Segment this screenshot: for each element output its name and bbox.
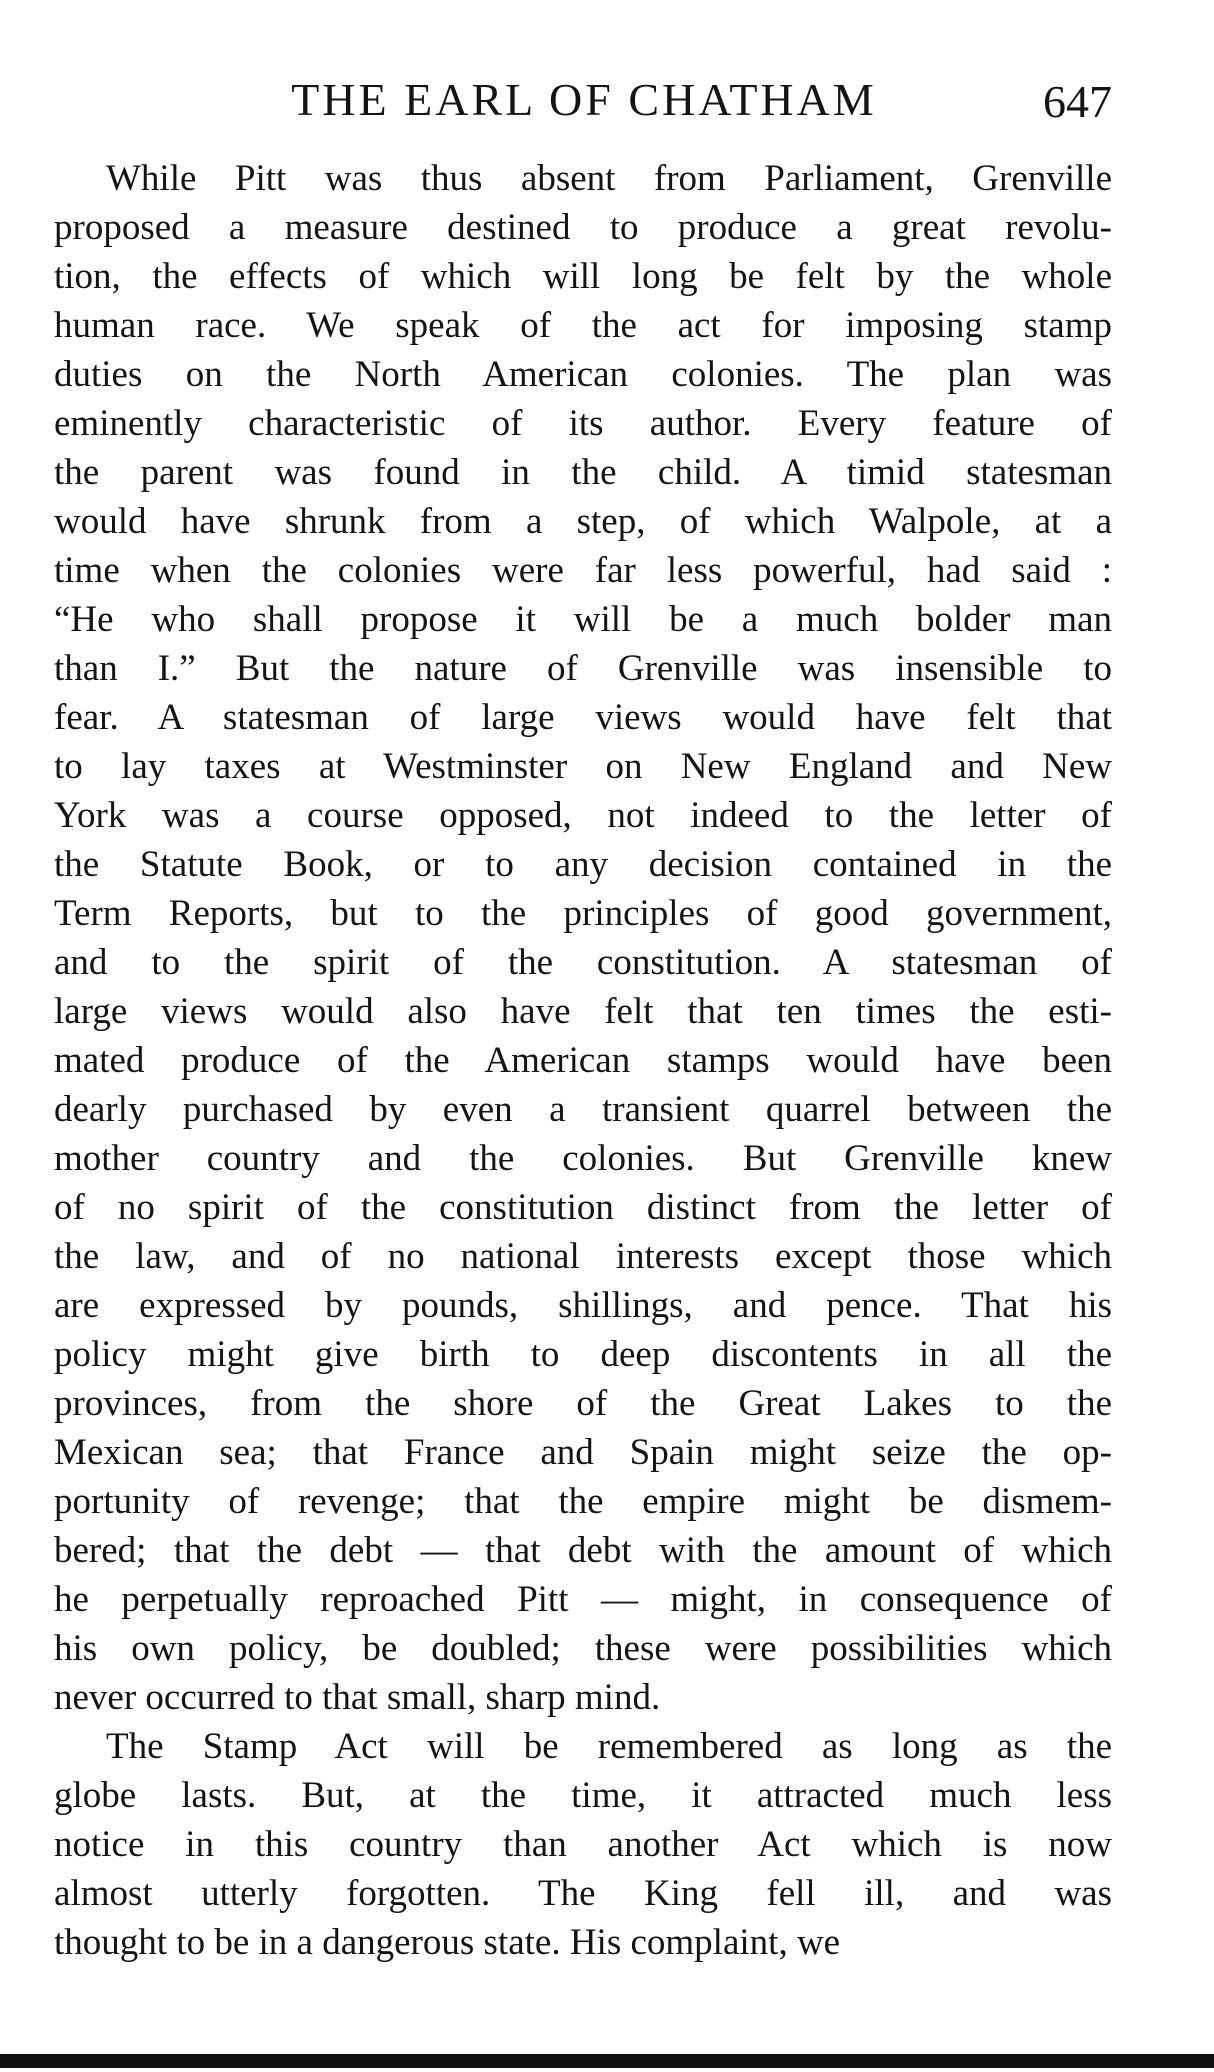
text-line: than I.” But the nature of Grenville was insensible to bbox=[54, 648, 1112, 689]
text-line: policy might give birth to deep discontents in all the bbox=[54, 1334, 1112, 1375]
bottom-rule bbox=[0, 2054, 1214, 2068]
text-line: tion, the effects of which will long be felt by the whole bbox=[54, 256, 1112, 297]
text-line: The Stamp Act will be remembered as long as the bbox=[106, 1726, 1112, 1767]
text-line: eminently characteristic of its author. Every feature of bbox=[54, 403, 1112, 444]
text-line: the Statute Book, or to any decision contained in the bbox=[54, 844, 1112, 885]
running-title: THE EARL OF CHATHAM bbox=[291, 74, 877, 125]
text-line: never occurred to that small, sharp mind. bbox=[54, 1677, 661, 1718]
text-line: are expressed by pounds, shillings, and pence. That his bbox=[54, 1285, 1112, 1326]
text-line: almost utterly forgotten. The King fell ill, and was bbox=[54, 1873, 1112, 1914]
text-line: duties on the North American colonies. The plan was bbox=[54, 354, 1112, 395]
text-line: Term Reports, but to the principles of good government, bbox=[54, 893, 1112, 934]
text-line: York was a course opposed, not indeed to the letter of bbox=[54, 795, 1112, 836]
running-head bbox=[56, 70, 1112, 130]
text-line: the law, and of no national interests except those which bbox=[54, 1236, 1112, 1277]
text-line: notice in this country than another Act which is now bbox=[54, 1824, 1112, 1865]
text-line: to lay taxes at Westminster on New England and New bbox=[54, 746, 1112, 787]
text-line: the parent was found in the child. A timid statesman bbox=[54, 452, 1112, 493]
text-line: time when the colonies were far less powerful, had said : bbox=[54, 550, 1112, 591]
text-line: bered; that the debt — that debt with the amount of which bbox=[54, 1530, 1112, 1571]
text-line: mother country and the colonies. But Grenville knew bbox=[54, 1138, 1112, 1179]
text-line: While Pitt was thus absent from Parliament, Grenville bbox=[106, 158, 1112, 199]
text-line: provinces, from the shore of the Great Lakes to the bbox=[54, 1383, 1112, 1424]
text-line: of no spirit of the constitution distinct from the letter of bbox=[54, 1187, 1112, 1228]
text-line: he perpetually reproached Pitt — might, in consequence of bbox=[54, 1579, 1112, 1620]
text-line: portunity of revenge; that the empire might be dismem- bbox=[54, 1481, 1112, 1522]
text-line: Mexican sea; that France and Spain might seize the op- bbox=[54, 1432, 1112, 1473]
text-line: human race. We speak of the act for imposing stamp bbox=[54, 305, 1112, 346]
text-line: globe lasts. But, at the time, it attracted much less bbox=[54, 1775, 1112, 1816]
body-text bbox=[54, 154, 1112, 1967]
text-line: thought to be in a dangerous state. His complaint, we bbox=[54, 1922, 841, 1963]
paragraph bbox=[54, 1722, 1112, 1967]
text-line: mated produce of the American stamps would have been bbox=[54, 1040, 1112, 1081]
text-line: proposed a measure destined to produce a great revolu- bbox=[54, 207, 1112, 248]
page-number: 647 bbox=[1043, 76, 1112, 127]
text-line: “He who shall propose it will be a much bolder man bbox=[54, 599, 1112, 640]
text-line: and to the spirit of the constitution. A statesman of bbox=[54, 942, 1112, 983]
text-line: would have shrunk from a step, of which Walpole, at a bbox=[54, 501, 1112, 542]
text-line: dearly purchased by even a transient quarrel between the bbox=[54, 1089, 1112, 1130]
text-line: large views would also have felt that ten times the esti- bbox=[54, 991, 1112, 1032]
text-line: his own policy, be doubled; these were possibilities which bbox=[54, 1628, 1112, 1669]
paragraph bbox=[54, 154, 1112, 1722]
text-line: fear. A statesman of large views would have felt that bbox=[54, 697, 1112, 738]
